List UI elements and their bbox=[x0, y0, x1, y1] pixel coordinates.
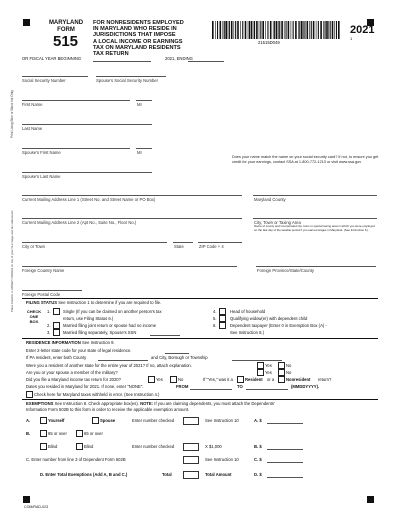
barcode-bar bbox=[234, 21, 235, 39]
b-dollar-label: B. $ bbox=[254, 444, 262, 449]
if-yes-label: If "Yes," was it a bbox=[203, 377, 233, 382]
c-see-instruction: See Instruction 10 bbox=[205, 457, 239, 462]
over65-spouse-checkbox[interactable] bbox=[76, 430, 83, 437]
exemption-d-label: D. Enter Total Exemptions (Add A, B and C.) bbox=[40, 472, 128, 477]
barcode-bar bbox=[316, 21, 317, 39]
barcode-bar bbox=[286, 21, 287, 39]
no-label: No bbox=[286, 370, 292, 375]
pa-county-line[interactable] bbox=[98, 360, 148, 361]
address1-line[interactable] bbox=[22, 195, 242, 196]
barcode-bar bbox=[235, 21, 236, 39]
barcode-bar bbox=[249, 21, 250, 39]
barcode-bar bbox=[224, 21, 225, 39]
barcode-bar bbox=[334, 21, 335, 39]
city-town-line[interactable] bbox=[253, 218, 377, 219]
filing-status-1-label: Single (If you can be claimed on another person's tax bbox=[63, 309, 162, 314]
fiscal-year-label: OR FISCAL YEAR BEGINNING bbox=[22, 56, 82, 61]
barcode-bar bbox=[231, 21, 233, 39]
city-label: City or Town bbox=[22, 244, 45, 249]
residence-heading: RESIDENCE INFORMATION See Instruction 9. bbox=[26, 340, 115, 345]
barcode-bar bbox=[212, 21, 214, 39]
b-multiplier: X $1,000 bbox=[205, 444, 222, 449]
ssn-match-note: Does your name match the name on your social security card? If not, to ensure you get credit for your earnings, contact SSA at 1-800-772-1213 or visit www.ssa.gov bbox=[232, 155, 379, 164]
no-label: No bbox=[178, 377, 184, 382]
address2-line[interactable] bbox=[22, 218, 242, 219]
filing-status-3-label: Married filing separately, Spouse's SSN bbox=[63, 330, 137, 335]
state-code-label: Enter 2-letter state code for your state of legal residence. bbox=[26, 348, 132, 353]
barcode-bar bbox=[265, 21, 266, 39]
yes-label: Yes bbox=[265, 370, 272, 375]
barcode-bar bbox=[262, 21, 264, 39]
military-label: Are you or your spouse a member of the military? bbox=[26, 370, 118, 375]
filing-status-4-checkbox[interactable] bbox=[219, 308, 226, 315]
filing-status-6-checkbox[interactable] bbox=[219, 322, 226, 329]
spouse-mi-line[interactable] bbox=[136, 148, 152, 149]
barcode-bar bbox=[320, 21, 322, 39]
barcode-bar bbox=[299, 21, 300, 39]
filing-status-heading: FILING STATUS See Instruction 1 to determine if you are required to file. bbox=[26, 300, 162, 305]
barcode-bar bbox=[281, 21, 283, 39]
barcode-bar bbox=[260, 21, 261, 39]
barcode-bar bbox=[223, 21, 224, 39]
barcode-bar bbox=[278, 21, 279, 39]
barcode-bar bbox=[273, 21, 274, 39]
barcode-bar bbox=[248, 21, 249, 39]
barcode-bar bbox=[298, 21, 299, 39]
barcode-bar bbox=[245, 21, 247, 39]
nonresident-return-checkbox[interactable] bbox=[278, 376, 285, 383]
city-line[interactable] bbox=[22, 242, 167, 243]
yes-label: Yes bbox=[265, 363, 272, 368]
barcode-bar bbox=[288, 21, 290, 39]
barcode-bar bbox=[311, 21, 312, 39]
from-label: FROM bbox=[176, 384, 189, 389]
spouse-last-label: Spouse's Last Name bbox=[22, 174, 61, 179]
blind-spouse-checkbox[interactable] bbox=[76, 443, 83, 450]
b-amount-line[interactable] bbox=[267, 449, 303, 450]
other-state-yes-checkbox[interactable] bbox=[257, 362, 264, 369]
yes-label: Yes bbox=[156, 377, 163, 382]
state-label: State bbox=[174, 244, 184, 249]
exemption-c-label: C. Enter number from line 3 of Dependent Form 502B bbox=[26, 457, 126, 462]
form-code: COM/RAD-023 bbox=[24, 505, 49, 509]
filing-num-5: 5. bbox=[213, 316, 217, 321]
county-line[interactable] bbox=[253, 195, 377, 196]
barcode-bar bbox=[276, 21, 278, 39]
barcode-bar bbox=[323, 21, 324, 39]
barcode-bar bbox=[301, 21, 303, 39]
registration-mark bbox=[367, 496, 374, 503]
spouse-ssn-label: Spouse's Social Security Number bbox=[96, 78, 159, 83]
filing-num-3: 3. bbox=[47, 330, 51, 335]
over65-spouse-label: 65 or over bbox=[84, 431, 103, 436]
form-number: 515 bbox=[53, 33, 79, 50]
barcode-bar bbox=[336, 21, 337, 39]
over65-yourself-checkbox[interactable] bbox=[40, 430, 47, 437]
d-dollar-label: D. $ bbox=[254, 472, 262, 477]
spouse-first-line[interactable] bbox=[22, 148, 130, 149]
country-line[interactable] bbox=[22, 266, 237, 267]
barcode-bar bbox=[229, 21, 230, 39]
a-see-instruction: See Instruction 10 bbox=[205, 418, 239, 423]
form-header-state: MARYLAND FORM bbox=[48, 20, 84, 33]
exemption-b-label: B. bbox=[26, 431, 31, 436]
county-label: Maryland County bbox=[254, 197, 286, 202]
address2-label: Current Mailing Address Line 2 (Apt No., Suite No., Floor No.) bbox=[22, 220, 137, 225]
pa-city-line[interactable] bbox=[232, 360, 282, 361]
ssn-label: Social Security Number bbox=[22, 78, 66, 83]
exemptions-heading: EXEMPTIONS See Instruction 8. Check appropriate box(es). NOTE: If you are claiming dependents, you must attach the Dependents' bbox=[26, 401, 275, 406]
withheld-error-checkbox[interactable] bbox=[26, 391, 33, 398]
barcode-bar bbox=[284, 21, 285, 39]
barcode-bar bbox=[267, 21, 268, 39]
province-label: Foreign Province/State/County bbox=[257, 268, 315, 273]
spouse-ssn-line[interactable] bbox=[96, 76, 166, 77]
a-number-field[interactable] bbox=[183, 417, 199, 425]
yourself-label: Yourself bbox=[48, 418, 65, 423]
barcode-bar bbox=[332, 21, 334, 39]
resident-label: Resident bbox=[245, 377, 263, 382]
barcode-bar bbox=[330, 21, 331, 39]
return-label: return? bbox=[318, 377, 332, 382]
zip-line[interactable] bbox=[198, 242, 242, 243]
filing-status-1-label-cont: return, use Filing Status 6.) bbox=[63, 316, 114, 321]
barcode-bar bbox=[313, 21, 315, 39]
last-name-line[interactable] bbox=[22, 124, 152, 125]
prior-return-yes-checkbox[interactable] bbox=[148, 376, 155, 383]
barcode-bar bbox=[270, 21, 272, 39]
barcode-bar bbox=[295, 21, 297, 39]
military-no-checkbox[interactable] bbox=[278, 369, 285, 376]
barcode-bar bbox=[254, 21, 255, 39]
barcode-bar bbox=[256, 21, 258, 39]
b-number-field[interactable] bbox=[183, 443, 199, 451]
no-label: No bbox=[286, 363, 292, 368]
blind-spouse-label: Blind bbox=[84, 444, 94, 449]
barcode-bar bbox=[304, 21, 305, 39]
spouse-checkbox[interactable] bbox=[92, 417, 99, 424]
page-number: 1 bbox=[350, 36, 353, 41]
first-name-line[interactable] bbox=[22, 100, 130, 101]
filing-status-2-checkbox[interactable] bbox=[53, 322, 60, 329]
filing-status-5-checkbox[interactable] bbox=[219, 315, 226, 322]
d-number-field[interactable] bbox=[183, 471, 199, 479]
barcode-bar bbox=[328, 21, 329, 39]
country-label: Foreign Country Name bbox=[22, 268, 65, 273]
c-number-field[interactable] bbox=[183, 456, 199, 464]
form-title: FOR NONRESIDENTS EMPLOYED IN MARYLAND WHO RESIDE IN JURISDICTIONS THAT IMPOSE A LOCAL INCOME OR EARNINGS TAX ON MARYLAND RESIDENTS TAX RETURN bbox=[93, 20, 184, 58]
barcode-bar bbox=[338, 21, 340, 39]
from-date-line[interactable] bbox=[190, 389, 232, 390]
state-line[interactable] bbox=[173, 242, 193, 243]
address1-label: Current Mailing Address Line 1 (Street No. and Street Name or PO Box) bbox=[22, 197, 156, 202]
exemptions-note: Information Form 502B to this form in order to receive the applicable exemption amount. bbox=[26, 407, 190, 412]
spouse-last-line[interactable] bbox=[22, 172, 152, 173]
filing-status-5-label: Qualifying widow(er) with dependent child bbox=[230, 316, 308, 321]
fiscal-begin-line[interactable] bbox=[93, 61, 151, 62]
total-label: Total bbox=[162, 472, 172, 477]
barcode-bar bbox=[217, 21, 218, 39]
province-line[interactable] bbox=[256, 266, 376, 267]
registration-mark bbox=[23, 496, 30, 503]
prior-return-label: Did you file a Maryland income tax return for 2020? bbox=[26, 377, 121, 382]
barcode-bar bbox=[259, 21, 260, 39]
postal-label: Foreign Postal Code bbox=[22, 292, 61, 297]
to-date-line[interactable] bbox=[246, 389, 288, 390]
state-code-line[interactable] bbox=[165, 353, 189, 354]
filing-status-1-checkbox[interactable] bbox=[53, 308, 60, 315]
registration-mark bbox=[23, 19, 30, 26]
other-state-label: Were you a resident of another state for the entire year of 2021? If no, attach explanation. bbox=[26, 363, 192, 368]
mi-line[interactable] bbox=[136, 100, 152, 101]
barcode bbox=[212, 21, 342, 39]
postal-line[interactable] bbox=[22, 290, 82, 291]
pa-county-label: If PA resident, enter both County bbox=[26, 355, 87, 360]
dates-label: Dates you resided in Maryland for 2021. If none, enter "NONE". bbox=[26, 384, 144, 389]
a-dollar-label: A. $ bbox=[254, 418, 262, 423]
or-a-label: or a bbox=[267, 377, 275, 382]
barcode-bar bbox=[215, 21, 216, 39]
filing-status-4-label: Head of household bbox=[230, 309, 266, 314]
barcode-bar bbox=[318, 21, 319, 39]
barcode-bar bbox=[303, 21, 304, 39]
first-name-label: First Name bbox=[22, 102, 43, 107]
spouse-first-label: Spouse's First Name bbox=[22, 150, 61, 155]
prior-return-no-checkbox[interactable] bbox=[170, 376, 177, 383]
pa-city-label: and City, Borough or Township bbox=[151, 355, 208, 360]
d-amount-line[interactable] bbox=[267, 477, 303, 478]
section-divider bbox=[22, 338, 378, 339]
filing-num-1: 1. bbox=[47, 309, 51, 314]
filing-num-4: 4. bbox=[213, 309, 217, 314]
resident-return-checkbox[interactable] bbox=[237, 376, 244, 383]
tax-year: 2021 bbox=[350, 24, 375, 36]
exemption-a-label: A. bbox=[26, 418, 31, 423]
city-town-label: City, Town or Taxing Area bbox=[254, 220, 301, 225]
barcode-number: 21515D049 bbox=[258, 40, 280, 45]
barcode-bar bbox=[309, 21, 310, 39]
filing-status-3-checkbox[interactable] bbox=[53, 329, 60, 336]
barcode-bar bbox=[307, 21, 309, 39]
other-state-no-checkbox[interactable] bbox=[278, 362, 285, 369]
blind-yourself-label: Blind bbox=[48, 444, 58, 449]
military-yes-checkbox[interactable] bbox=[257, 369, 264, 376]
mi-label: MI bbox=[137, 102, 142, 107]
barcode-bar bbox=[220, 21, 222, 39]
barcode-bar bbox=[293, 21, 294, 39]
barcode-bar bbox=[242, 21, 243, 39]
c-dollar-label: C. $ bbox=[254, 457, 262, 462]
barcode-bar bbox=[291, 21, 292, 39]
filing-num-2: 2. bbox=[47, 323, 51, 328]
ssn-line[interactable] bbox=[22, 76, 88, 77]
over65-yourself-label: 65 or over bbox=[48, 431, 67, 436]
spouse-label: Spouse bbox=[100, 418, 116, 423]
barcode-bar bbox=[253, 21, 254, 39]
barcode-bar bbox=[225, 21, 227, 39]
filing-num-6: 6. bbox=[213, 323, 217, 328]
section-divider bbox=[22, 298, 378, 299]
section-divider bbox=[22, 399, 378, 400]
spouse-mi-label: MI bbox=[137, 150, 142, 155]
fiscal-year-mid: 2021, ENDING bbox=[165, 56, 193, 61]
barcode-bar bbox=[274, 21, 275, 39]
city-town-note: Name of county and incorporated city, town or special taxing area in which you were employed on the last day of the taxable period if you earned wages in Maryland. (See Instruction 6.) bbox=[254, 224, 375, 232]
fiscal-end-line[interactable] bbox=[188, 61, 224, 62]
check-note: Place CHECK or MONEY ORDER on top of your W-2 wage and tax statements bbox=[10, 210, 14, 312]
yourself-checkbox[interactable] bbox=[40, 417, 47, 424]
barcode-bar bbox=[325, 21, 326, 39]
filing-status-6-label: Dependent taxpayer (Enter 0 in Exemption Box (A) - bbox=[230, 323, 327, 328]
date-format-label: (MMDDYYYY). bbox=[291, 384, 320, 389]
c-amount-line[interactable] bbox=[267, 462, 303, 463]
total-amount-label: Total Amount bbox=[205, 472, 232, 477]
withheld-error-label: Check here for Maryland taxes withheld in error. (See Instruction 4.) bbox=[34, 392, 160, 397]
barcode-bar bbox=[326, 21, 328, 39]
a-amount-line[interactable] bbox=[267, 423, 303, 424]
barcode-bar bbox=[279, 21, 280, 39]
barcode-bar bbox=[228, 21, 229, 39]
a-enter-number-label: Enter number checked bbox=[132, 418, 175, 423]
b-enter-number-label: Enter number checked bbox=[132, 444, 175, 449]
to-label: TO bbox=[237, 384, 243, 389]
barcode-bar bbox=[237, 21, 239, 39]
nonresident-label: Nonresident bbox=[286, 377, 311, 382]
ink-note: Print Using Blue or Black Ink Only bbox=[10, 90, 14, 138]
barcode-bar bbox=[251, 21, 253, 39]
zip-label: ZIP Code + 4 bbox=[199, 244, 224, 249]
blind-yourself-checkbox[interactable] bbox=[40, 443, 47, 450]
filing-status-6-label-cont: See Instruction 8.) bbox=[230, 330, 264, 335]
last-name-label: Last Name bbox=[22, 126, 43, 131]
check-one-box-label: CHECK ONE BOX bbox=[26, 309, 42, 324]
filing-status-2-label: Married filing joint return or spouse had no income bbox=[63, 323, 157, 328]
barcode-bar bbox=[240, 21, 241, 39]
spouse-ssn-fs3-line[interactable] bbox=[150, 335, 180, 336]
